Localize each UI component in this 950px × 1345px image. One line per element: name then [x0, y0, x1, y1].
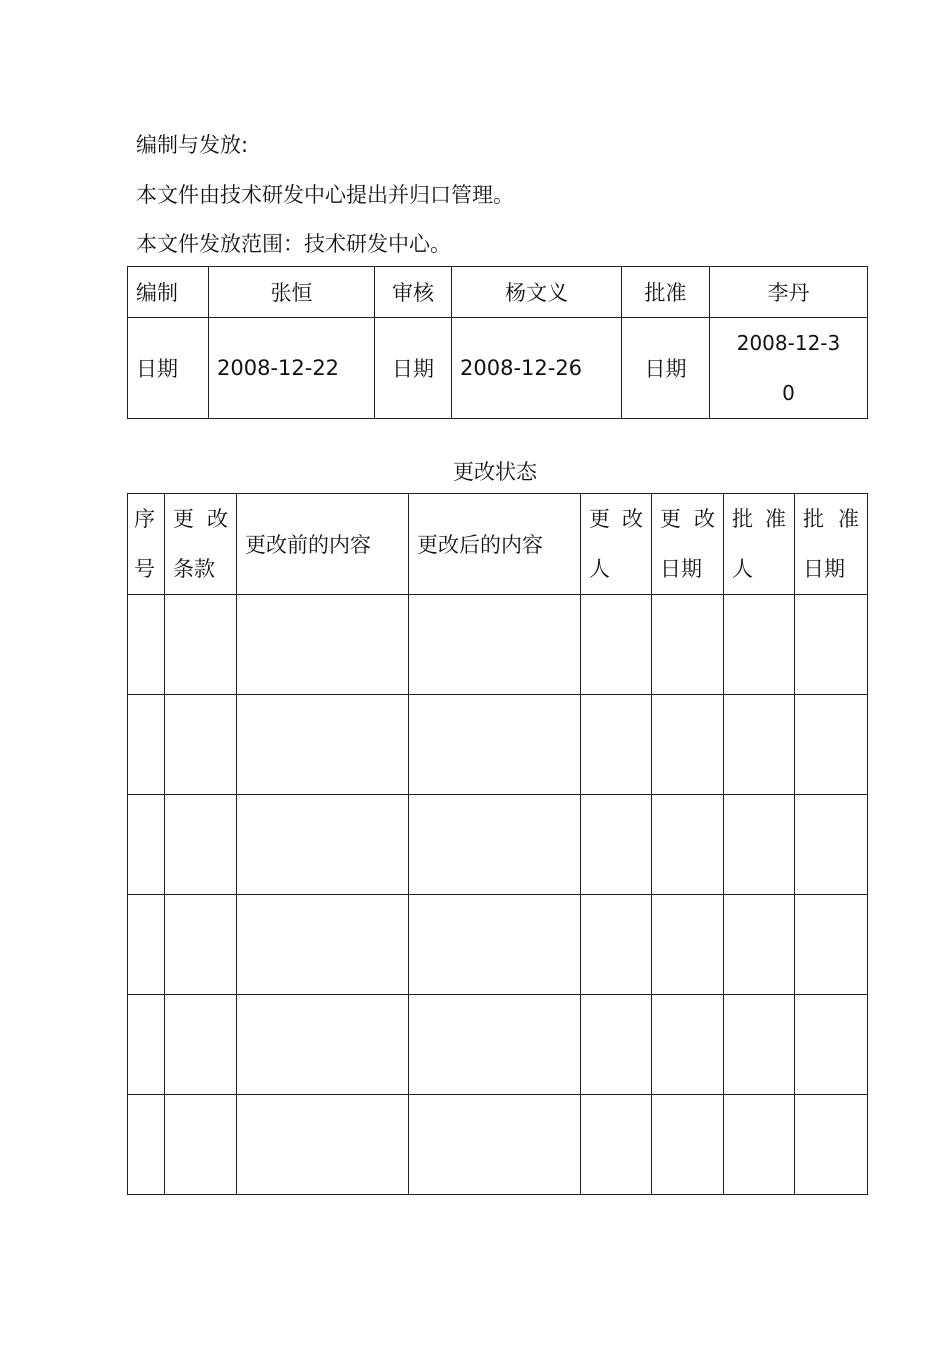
header-changer-a: 更 改 — [589, 507, 643, 531]
cell-clause — [165, 595, 237, 695]
cell-approve-date — [795, 695, 868, 795]
header-seq-a: 序 — [134, 507, 155, 531]
cell-seq — [128, 795, 165, 895]
cell-before — [237, 895, 409, 995]
cell-approve-date — [795, 795, 868, 895]
header-seq — [128, 494, 165, 595]
cell-after — [409, 895, 581, 995]
compile-distribute-heading: 编制与发放: — [136, 133, 249, 157]
header-approver — [724, 494, 795, 595]
distribution-scope: 本文件发放范围：技术研发中心。 — [136, 232, 451, 256]
approve-date-part2: 0 — [782, 381, 795, 405]
cell-change-date — [652, 795, 724, 895]
cell-approver — [724, 1095, 795, 1195]
cell-after — [409, 595, 581, 695]
reviewed-by-label: 审核 — [375, 267, 452, 318]
cell-approver — [724, 795, 795, 895]
signoff-row-names — [128, 267, 868, 318]
cell-change-date — [652, 1095, 724, 1195]
cell-clause — [165, 1095, 237, 1195]
header-change-date — [652, 494, 724, 595]
approve-date-part1: 2008-12-3 — [736, 331, 841, 355]
header-before: 更改前的内容 — [237, 494, 409, 595]
approved-by-label: 批准 — [622, 267, 710, 318]
cell-seq — [128, 895, 165, 995]
cell-after — [409, 795, 581, 895]
cell-changer — [581, 595, 652, 695]
cell-after — [409, 695, 581, 795]
review-date-value: 2008-12-26 — [452, 318, 622, 419]
management-statement: 本文件由技术研发中心提出并归口管理。 — [136, 183, 514, 207]
header-approve-date-b: 日期 — [803, 557, 845, 581]
cell-before — [237, 595, 409, 695]
cell-change-date — [652, 695, 724, 795]
compiled-by-label: 编制 — [128, 267, 209, 318]
cell-seq — [128, 595, 165, 695]
review-date-label: 日期 — [375, 318, 452, 419]
cell-approve-date — [795, 595, 868, 695]
table-row — [128, 895, 868, 995]
reviewed-by-name: 杨文义 — [452, 267, 622, 318]
header-approver-a: 批 准 — [732, 507, 786, 531]
cell-clause — [165, 895, 237, 995]
compile-date-label: 日期 — [128, 318, 209, 419]
cell-clause — [165, 995, 237, 1095]
cell-approve-date — [795, 895, 868, 995]
header-changer-b: 人 — [589, 557, 610, 581]
cell-before — [237, 1095, 409, 1195]
cell-approve-date — [795, 995, 868, 1095]
table-row — [128, 595, 868, 695]
cell-seq — [128, 995, 165, 1095]
cell-change-date — [652, 995, 724, 1095]
header-changer — [581, 494, 652, 595]
cell-change-date — [652, 595, 724, 695]
signoff-row-dates — [128, 318, 868, 419]
compiled-by-name: 张恒 — [209, 267, 375, 318]
table-row — [128, 1095, 868, 1195]
cell-clause — [165, 695, 237, 795]
cell-changer — [581, 1095, 652, 1195]
cell-approver — [724, 895, 795, 995]
cell-before — [237, 695, 409, 795]
header-seq-b: 号 — [134, 557, 155, 581]
approve-date-label: 日期 — [622, 318, 710, 419]
cell-change-date — [652, 895, 724, 995]
header-approve-date — [795, 494, 868, 595]
header-clause — [165, 494, 237, 595]
change-table-body — [128, 595, 868, 1195]
header-change-date-b: 日期 — [660, 557, 702, 581]
cell-seq — [128, 695, 165, 795]
cell-changer — [581, 895, 652, 995]
cell-changer — [581, 695, 652, 795]
signoff-table — [127, 266, 868, 419]
header-clause-b: 条款 — [173, 557, 215, 581]
header-approver-b: 人 — [732, 557, 753, 581]
cell-approver — [724, 695, 795, 795]
table-row — [128, 695, 868, 795]
approve-date-value — [710, 318, 868, 419]
change-status-table — [127, 493, 868, 1195]
change-table-header — [128, 494, 868, 595]
cell-before — [237, 995, 409, 1095]
cell-approver — [724, 995, 795, 1095]
cell-approver — [724, 595, 795, 695]
table-row — [128, 995, 868, 1095]
approved-by-name: 李丹 — [710, 267, 868, 318]
header-change-date-a: 更 改 — [660, 507, 715, 531]
cell-after — [409, 1095, 581, 1195]
cell-changer — [581, 795, 652, 895]
cell-clause — [165, 795, 237, 895]
change-status-title: 更改状态 — [453, 460, 537, 484]
header-approve-date-a: 批 准 — [803, 507, 859, 531]
cell-changer — [581, 995, 652, 1095]
header-after: 更改后的内容 — [409, 494, 581, 595]
cell-seq — [128, 1095, 165, 1195]
header-clause-a: 更 改 — [173, 507, 228, 531]
cell-approve-date — [795, 1095, 868, 1195]
table-row — [128, 795, 868, 895]
cell-before — [237, 795, 409, 895]
cell-after — [409, 995, 581, 1095]
compile-date-value: 2008-12-22 — [209, 318, 375, 419]
